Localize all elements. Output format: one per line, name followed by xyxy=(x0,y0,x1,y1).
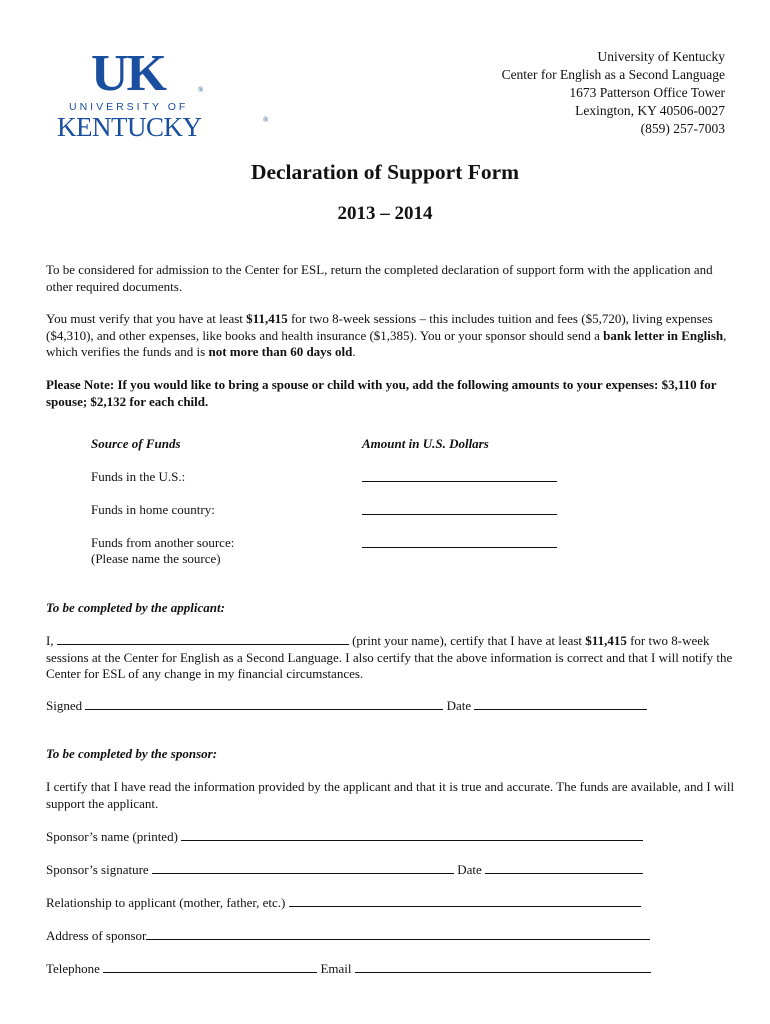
verify-text: , which verifies the funds and is xyxy=(46,327,727,359)
applicant-text: I, xyxy=(46,633,57,648)
sponsor-signature-label: Sponsor’s signature xyxy=(46,862,149,877)
telephone-label: Telephone xyxy=(46,961,100,976)
telephone-field[interactable] xyxy=(103,960,317,973)
verify-text: You must verify that you have at least xyxy=(46,311,247,326)
address-line: (859) 257-7003 xyxy=(640,121,725,136)
applicant-date-label: Date xyxy=(446,698,472,713)
applicant-section-header: To be completed by the applicant: xyxy=(46,600,225,615)
funds-us-label: Funds in the U.S.: xyxy=(91,469,186,484)
funds-other-label: Funds from another source: xyxy=(91,535,235,550)
sponsor-date-field[interactable] xyxy=(485,861,643,874)
sponsor-section-header: To be completed by the sponsor: xyxy=(46,746,218,761)
intro-paragraph: To be considered for admission to the Center for ESL, return the completed declaration of support form with the application and other required documents. xyxy=(46,262,713,294)
applicant-text: (print your name), certify that I have at least xyxy=(348,633,586,648)
contact-row xyxy=(46,960,651,978)
applicant-name-field[interactable] xyxy=(57,632,349,645)
relationship-label: Relationship to applicant (mother, father, etc.) xyxy=(46,895,286,910)
academic-year: 2013 – 2014 xyxy=(337,203,433,224)
page-title: Declaration of Support Form xyxy=(250,160,520,184)
bank-letter-emphasis: bank letter in English xyxy=(603,327,724,343)
sponsor-certification: I certify that I have read the information provided by the applicant and that it is true and accurate. The funds are available, and I will support the applicant. xyxy=(46,779,735,811)
sponsor-signature-field[interactable] xyxy=(152,861,454,874)
verify-text: for two 8-week sessions – this includes tuition and fees ($5,720), living expenses ($4,310), and other expenses, like books and health insurance ($1,385). You or your sponsor should send a xyxy=(46,311,713,343)
relationship-row xyxy=(46,894,641,912)
sponsor-signature-row xyxy=(46,861,643,879)
logo-university-of: UNIVERSITY OF xyxy=(69,101,189,113)
logo-registered-mark: ® xyxy=(198,86,204,94)
please-note: Please Note: If you would like to bring a spouse or child with you, add the following amounts to your expenses: $3,110 for spouse; $2,132 for each child. xyxy=(46,377,717,409)
amount-header: Amount in U.S. Dollars xyxy=(362,436,489,451)
address-block xyxy=(502,48,725,138)
sponsor-name-field[interactable] xyxy=(181,828,643,841)
applicant-signature-field[interactable] xyxy=(85,697,443,710)
logo-registered-mark-2: ® xyxy=(263,116,269,124)
sponsor-address-row xyxy=(46,927,650,945)
relationship-field[interactable] xyxy=(289,894,641,907)
signed-label: Signed xyxy=(46,698,83,713)
funds-us-field[interactable] xyxy=(362,469,557,487)
funds-home-label: Funds in home country: xyxy=(91,502,215,517)
sponsor-date-label: Date xyxy=(457,862,482,877)
university-logo xyxy=(55,45,269,143)
address-line: 1673 Patterson Office Tower xyxy=(569,85,725,100)
email-field[interactable] xyxy=(355,960,651,973)
applicant-signature-row xyxy=(46,697,647,715)
applicant-required-amount: $11,415 xyxy=(585,633,627,648)
sponsor-address-field[interactable] xyxy=(146,927,650,940)
logo-kentucky: KENTUCKY xyxy=(57,112,202,142)
sponsor-name-label: Sponsor’s name (printed) xyxy=(46,829,178,844)
days-old-emphasis: not more than 60 days old xyxy=(208,344,353,359)
funds-other-field[interactable] xyxy=(362,535,557,553)
email-label: Email xyxy=(320,961,352,976)
applicant-certification xyxy=(46,632,736,683)
applicant-text: for two 8-week sessions at the Center for English as a Second Language. I also certify that the above information is correct and that I will notify the Center for ESL of any change in my financial circumstances. xyxy=(46,633,733,681)
address-line: University of Kentucky xyxy=(597,49,725,64)
funds-other-note: (Please name the source) xyxy=(91,551,221,566)
sponsor-address-label: Address of sponsor xyxy=(46,928,147,943)
verify-paragraph xyxy=(46,311,736,361)
source-of-funds-header: Source of Funds xyxy=(91,436,181,451)
address-line: Center for English as a Second Language xyxy=(501,67,725,82)
applicant-date-field[interactable] xyxy=(474,697,647,710)
required-amount: $11,415 xyxy=(246,311,288,326)
funds-home-field[interactable] xyxy=(362,502,557,520)
address-line: Lexington, KY 40506-0027 xyxy=(575,103,725,118)
verify-text: . xyxy=(352,344,356,359)
sponsor-name-row xyxy=(46,828,643,846)
logo-uk-mark: UK xyxy=(91,45,165,102)
